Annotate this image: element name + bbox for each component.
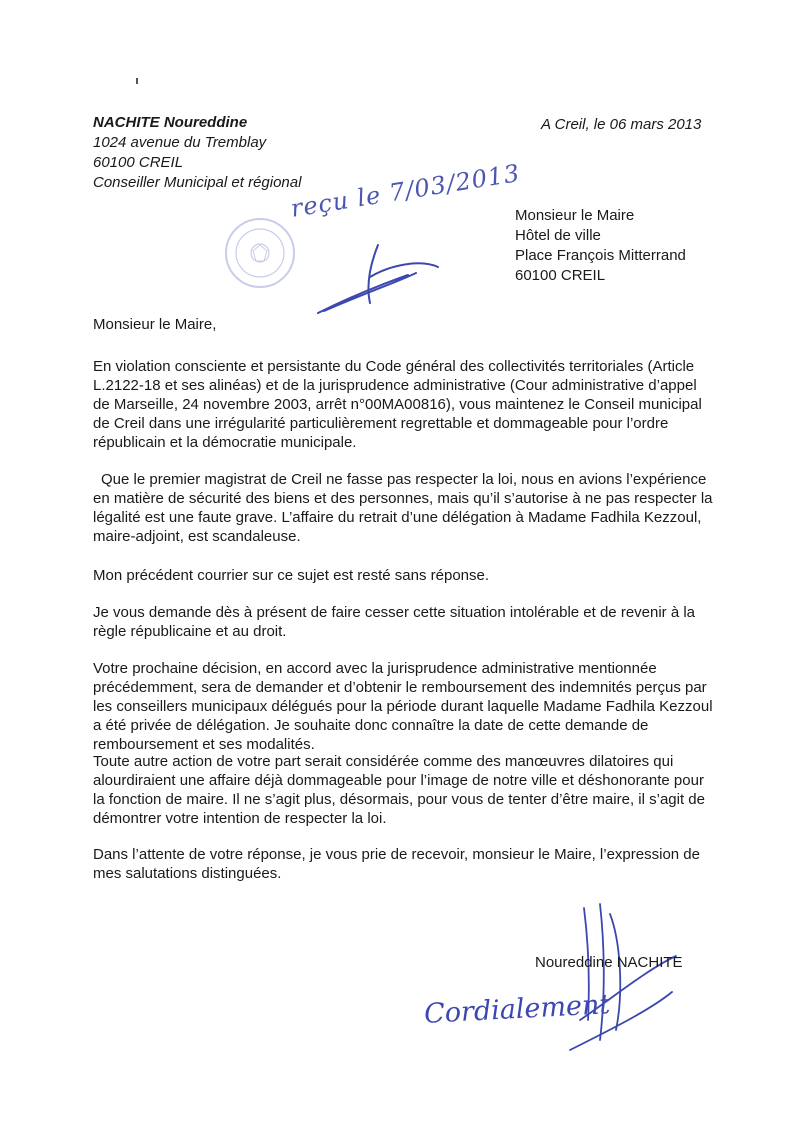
- letter-date: A Creil, le 06 mars 2013: [541, 116, 702, 133]
- recipient-line2: Hôtel de ville: [515, 227, 601, 244]
- body-paragraph-3: Mon précédent courrier sur ce sujet est resté sans réponse.: [93, 567, 490, 584]
- received-handwritten-date: reçu le 7/03/2013: [288, 158, 523, 223]
- body-paragraph-7: Dans l’attente de votre réponse, je vous prie de recevoir, monsieur le Maire, l’expression de mes salutations distinguées.: [93, 846, 700, 882]
- sender-name: NACHITE Noureddine: [93, 114, 248, 131]
- body-paragraph-1: En violation consciente et persistante du Code général des collectivités territoriales (Article L.2122-18 et ses alinéas) et de la jurisprudence administrative (Cour administrative d’appel de Marseille, 24 novembre 2003, arrêt n°00MA00816), vous maintenez le Conseil municipal de Creil dans une irrégularité particulièrement regrettable et dommageable pour l’ordre républicain et la démocratie municipale.: [93, 358, 702, 451]
- signer-name: Noureddine NACHITE: [535, 954, 683, 971]
- mairie-seal: [226, 219, 294, 287]
- sender-address-line1: 1024 avenue du Tremblay: [93, 134, 267, 151]
- body-paragraph-4: Je vous demande dès à présent de faire cesser cette situation intolérable et de revenir à la règle républicaine et au droit.: [93, 604, 696, 640]
- paper-speck: [136, 78, 138, 84]
- body-paragraph-5: Votre prochaine décision, en accord avec la jurisprudence administrative mentionnée précédemment, sera de demander et d’obtenir le remboursement des indemnités perçus par les conseillers municipaux délégués pour la période durant laquelle Madame Fadhila Kezzoul a été privée de délégation. Je souhaite donc connaître la date de cette demande de remboursement et ses modalités.: [93, 660, 713, 753]
- recipient-block: [515, 206, 686, 286]
- recipient-line3: Place François Mitterrand: [515, 247, 686, 264]
- sender-block: [93, 113, 301, 193]
- salutation: Monsieur le Maire,: [93, 316, 217, 333]
- body-paragraph-2: Que le premier magistrat de Creil ne fasse pas respecter la loi, nous en avions l’expérience en matière de sécurité des biens et des personnes, mais qu’il s’autorise à ne pas respecter la légalité est une faute grave. L’affaire du retrait d’une délégation à Madame Fadhila Kezzoul, maire-adjoint, est scandaleuse.: [93, 471, 713, 545]
- signature-strokes: [410, 900, 690, 1060]
- recipient-line4: 60100 CREIL: [515, 267, 606, 284]
- handwritten-closing: Cordialement: [423, 989, 611, 1030]
- initials-scribble: [318, 245, 438, 313]
- signature: [410, 900, 690, 1060]
- sender-address-line2: 60100 CREIL: [93, 154, 184, 171]
- sender-role: Conseiller Municipal et régional: [93, 174, 302, 191]
- recipient-line1: Monsieur le Maire: [515, 207, 635, 224]
- body-paragraph-6: Toute autre action de votre part serait considérée comme des manœuvres dilatoires qui alourdiraient une affaire déjà dommageable pour l’image de notre ville et déshonorante pour la fonction de maire. Il ne s’agit plus, désormais, pour vous de tenter d’être maire, il s’agit de démontrer votre intention de respecter la loi.: [93, 753, 705, 827]
